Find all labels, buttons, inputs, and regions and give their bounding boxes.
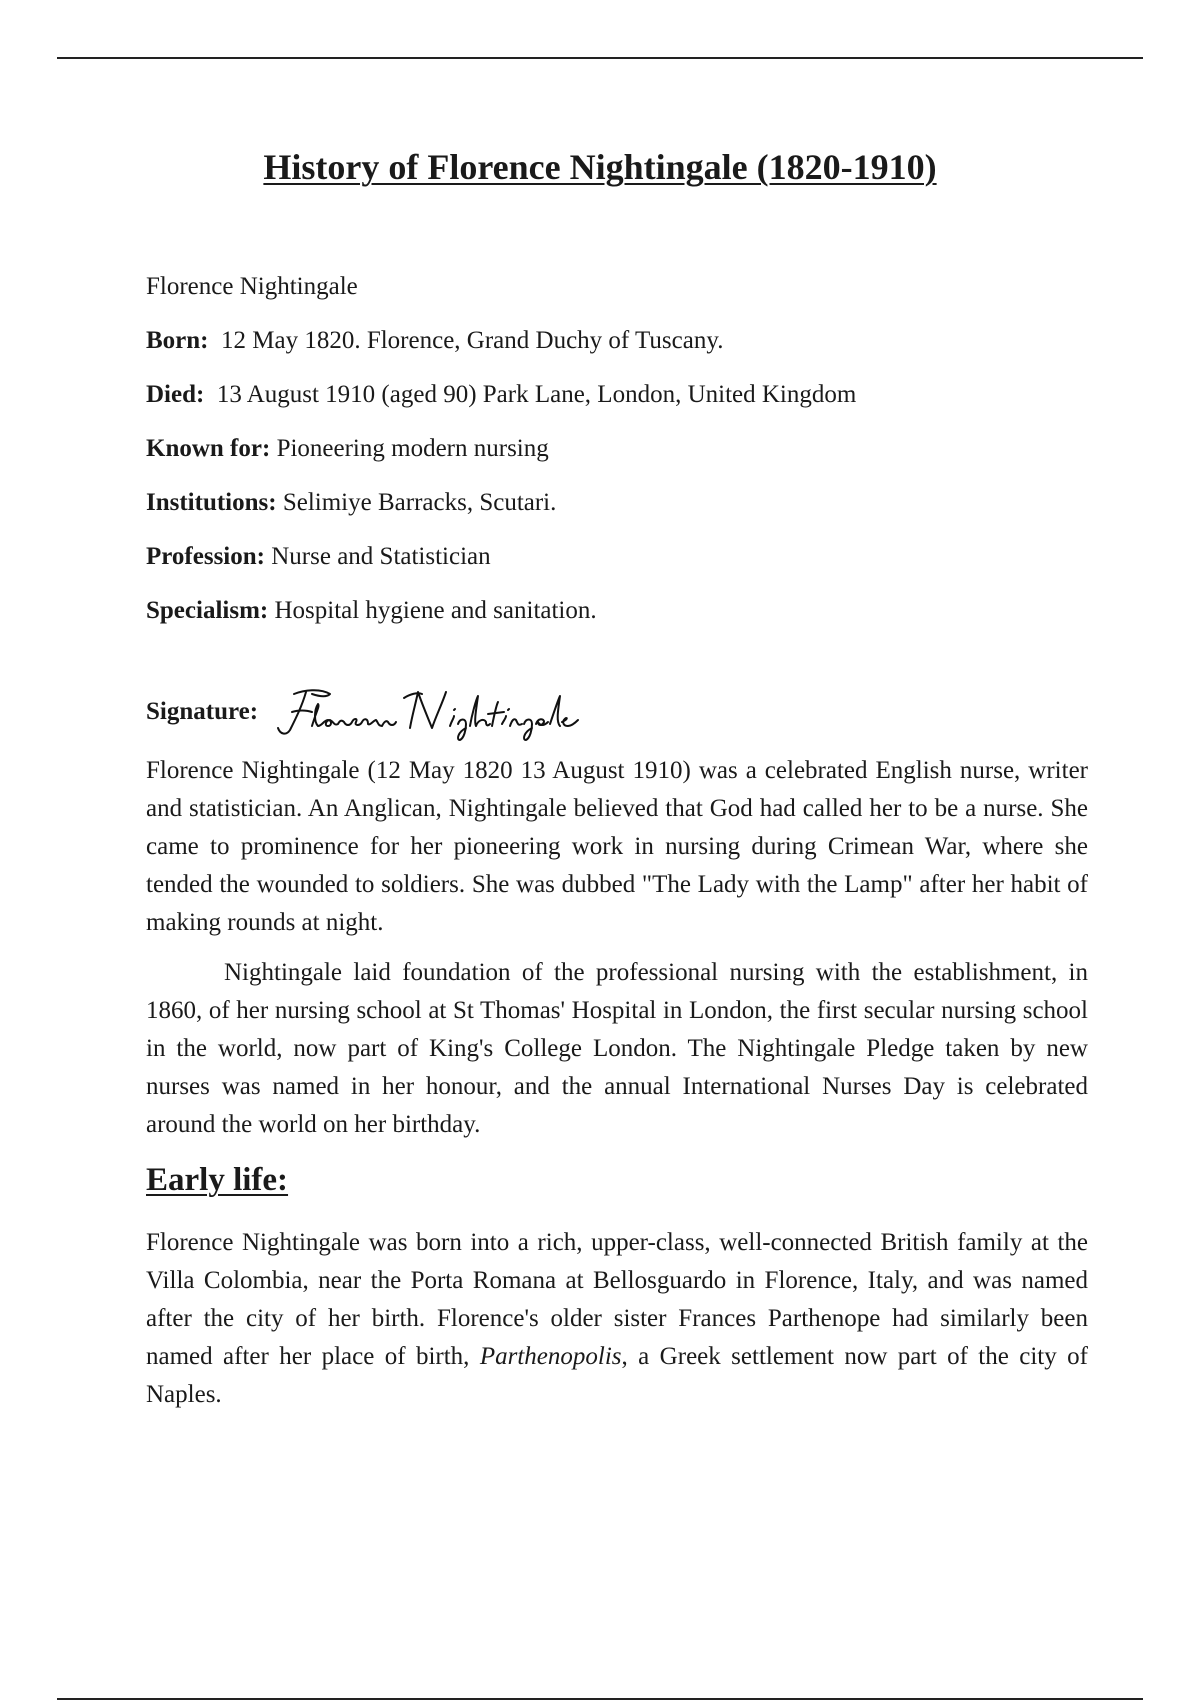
info-specialism (146, 594, 1088, 648)
info-known-for (146, 432, 1088, 486)
born-value: 12 May 1820. Florence, Grand Duchy of Tuscany. (221, 327, 724, 354)
specialism-label: Specialism: (146, 597, 269, 624)
died-value: 13 August 1910 (aged 90) Park Lane, London, United Kingdom (216, 381, 857, 408)
born-label: Born: (146, 327, 209, 354)
institutions-label: Institutions: (146, 489, 277, 516)
intro-paragraph-2: Nightingale laid foundation of the professional nursing with the establishment, in 1860, of her nursing school at St Thomas' Hospital in London, the first secular nursing school in the world, now part of King's College London. The Nightingale Pledge taken by new nurses was named in her honour, and the annual International Nurses Day is celebrated around the world on her birthday. (146, 959, 1088, 1138)
profession-value: Nurse and Statistician (271, 543, 491, 570)
known-for-label: Known for: (146, 435, 271, 462)
early-life-italic-term: Parthenopolis (479, 1343, 622, 1370)
info-name (146, 270, 1088, 324)
info-died (146, 378, 1088, 432)
page-title: History of Florence Nightingale (1820-1910) (263, 147, 937, 187)
intro-paragraph-1: Florence Nightingale (12 May 1820 13 August 1910) was a celebrated English nurse, writer and statistician. An Anglican, Nightingale believed that God had called her to be a nurse. She came to prominence for her pioneering work in nursing during Crimean War, where she tended the wounded to soldiers. She was dubbed "The Lady with the Lamp" after her habit of making rounds at night. (146, 757, 1088, 936)
top-rule (57, 57, 1143, 59)
info-institutions (146, 486, 1088, 540)
info-name-value: Florence Nightingale (146, 273, 358, 300)
early-life-paragraph (146, 1224, 1088, 1414)
early-life-text-start: Florence Nightingale was born into a rich, upper-class, well-connected British family at the Villa Colombia, near the Porta Romana at Bellosguardo in Florence, Italy, and was named after the city of her birth. Florence's older sister Frances Parthenope had similarly been named after her place of birth, (146, 1229, 1088, 1370)
institutions-value: Selimiye Barracks, Scutari. (282, 489, 557, 516)
early-life-section (146, 1224, 1088, 1414)
signature-label: Signature: (146, 698, 259, 725)
info-block (146, 270, 1088, 648)
info-born (146, 324, 1088, 378)
known-for-value: Pioneering modern nursing (276, 435, 549, 462)
profession-label: Profession: (146, 543, 265, 570)
early-life-text-end: , a Greek settlement now part of the city of Naples. (146, 1343, 1088, 1408)
early-life-heading: Early life: (146, 1162, 289, 1198)
info-profession (146, 540, 1088, 594)
signature-row (146, 682, 592, 742)
died-label: Died: (146, 381, 205, 408)
intro-section (146, 752, 1088, 1156)
specialism-value: Hospital hygiene and sanitation. (274, 597, 597, 624)
signature-image (272, 682, 592, 742)
